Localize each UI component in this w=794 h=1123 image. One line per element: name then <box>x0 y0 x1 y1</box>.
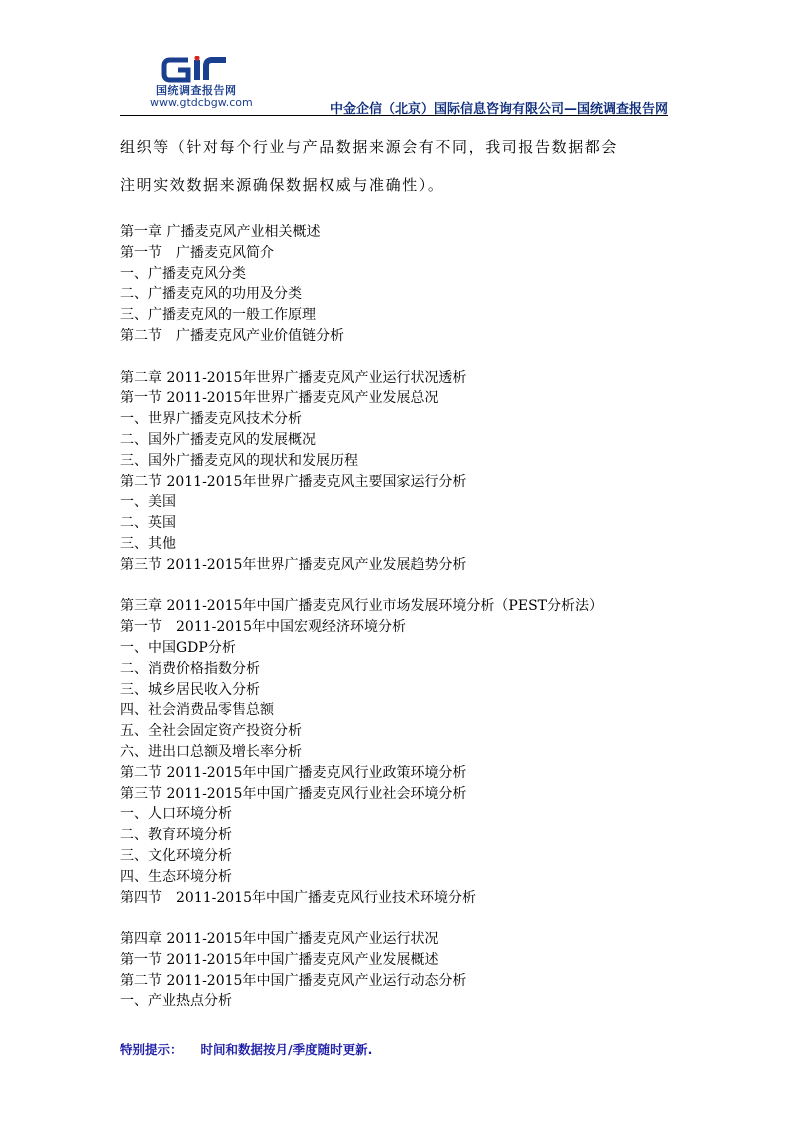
notice-label: 特别提示： <box>120 1042 183 1057</box>
table-of-contents <box>120 222 690 1012</box>
toc-line: 第三节 2011-2015年中国广播麦克风行业社会环境分析 <box>120 785 467 802</box>
logo-site-name: 国统调查报告网 <box>156 84 237 97</box>
toc-line: 二、教育环境分析 <box>120 827 232 844</box>
toc-line: 四、生态环境分析 <box>120 868 232 885</box>
page-header <box>120 56 668 116</box>
toc-line: 六、进出口总额及增长率分析 <box>120 743 302 760</box>
toc-line: 三、广播麦克风的一般工作原理 <box>120 307 316 324</box>
toc-line: 第三节 2011-2015年世界广播麦克风产业发展趋势分析 <box>120 556 467 573</box>
intro-line: 注明实效数据来源确保数据权威与准确性）。 <box>120 176 445 194</box>
toc-line: 第二节 2011-2015年世界广播麦克风主要国家运行分析 <box>120 473 467 490</box>
toc-line: 第三章 2011-2015年中国广播麦克风行业市场发展环境分析（PEST分析法） <box>120 598 604 615</box>
toc-line: 三、文化环境分析 <box>120 847 232 864</box>
logo-url[interactable]: www.gtdcbgw.com <box>150 96 253 109</box>
toc-line: 三、其他 <box>120 535 176 552</box>
intro-paragraph <box>120 128 680 204</box>
toc-line: 一、广播麦克风分类 <box>120 265 246 282</box>
toc-line: 三、城乡居民收入分析 <box>120 681 260 698</box>
toc-line: 第一章 广播麦克风产业相关概述 <box>120 224 321 240</box>
toc-line: 第二节 2011-2015年中国广播麦克风行业政策环境分析 <box>120 764 467 781</box>
toc-line: 第一节 广播麦克风简介 <box>120 244 274 261</box>
toc-line: 三、国外广播麦克风的现状和发展历程 <box>120 452 358 469</box>
toc-line: 二、英国 <box>120 515 176 532</box>
toc-line: 二、消费价格指数分析 <box>120 660 260 677</box>
toc-spacer <box>120 576 690 597</box>
toc-line: 五、全社会固定资产投资分析 <box>120 723 302 740</box>
special-notice <box>120 1040 372 1058</box>
toc-line: 第二节 2011-2015年中国广播麦克风产业运行动态分析 <box>120 972 467 989</box>
toc-line: 一、中国GDP分析 <box>120 639 236 656</box>
toc-spacer <box>120 908 690 929</box>
toc-line: 第二节 广播麦克风产业价值链分析 <box>120 327 344 344</box>
toc-line: 第一节 2011-2015年世界广播麦克风产业发展总况 <box>120 390 439 407</box>
intro-line: 组织等（针对每个行业与产品数据来源会有不同，我司报告数据都会 <box>120 138 619 156</box>
toc-line: 二、广播麦克风的功用及分类 <box>120 286 302 303</box>
toc-line: 第四节 2011-2015年中国广播麦克风行业技术环境分析 <box>120 889 476 906</box>
notice-text: 时间和数据按月/季度随时更新. <box>200 1042 373 1057</box>
toc-line: 第一节 2011-2015年中国宏观经济环境分析 <box>120 619 406 636</box>
toc-line: 一、世界广播麦克风技术分析 <box>120 411 302 428</box>
toc-line: 第四章 2011-2015年中国广播麦克风产业运行状况 <box>120 931 439 948</box>
company-name: 中金企信（北京）国际信息咨询有限公司—国统调查报告网 <box>329 102 668 117</box>
header-divider <box>120 115 668 116</box>
toc-line: 四、社会消费品零售总额 <box>120 702 274 719</box>
toc-line: 二、国外广播麦克风的发展概况 <box>120 431 316 448</box>
toc-line: 一、美国 <box>120 494 176 511</box>
toc-line: 一、人口环境分析 <box>120 806 232 823</box>
toc-spacer <box>120 347 690 368</box>
toc-line: 一、产业热点分析 <box>120 993 232 1010</box>
toc-line: 第二章 2011-2015年世界广播麦克风产业运行状况透析 <box>120 369 467 386</box>
toc-line: 第一节 2011-2015年中国广播麦克风产业发展概述 <box>120 951 439 968</box>
